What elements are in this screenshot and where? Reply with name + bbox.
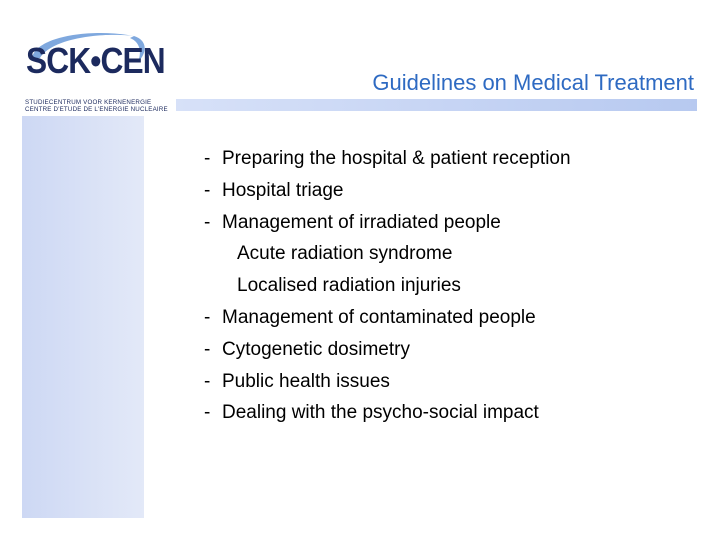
list-dash: - [204, 211, 211, 233]
list-dash: - [204, 370, 211, 392]
list-item-text: Acute radiation syndrome [237, 243, 453, 265]
list-item-text: Hospital triage [222, 179, 344, 201]
title-underline-band [176, 99, 697, 111]
list-item [204, 175, 571, 207]
bullet-list [204, 143, 571, 429]
list-dash: - [204, 148, 211, 169]
list-item-text: Preparing the hospital & patient reception [222, 148, 571, 169]
list-item [204, 397, 571, 429]
list-item [204, 143, 571, 175]
list-item-text: Localised radiation injuries [237, 275, 461, 297]
list-dash: - [204, 338, 211, 360]
list-item-text: Dealing with the psycho-social impact [222, 402, 539, 424]
list-subitem [204, 270, 571, 302]
logo-subtitle-french: CENTRE D'ETUDE DE L'ENERGIE NUCLEAIRE [25, 106, 168, 113]
list-item [204, 334, 571, 366]
list-dash: - [204, 402, 211, 424]
logo-name: SCK•CEN [26, 40, 165, 81]
logo-subtitle-dutch: STUDIECENTRUM VOOR KERNENERGIE [25, 99, 152, 106]
list-item [204, 207, 571, 239]
list-item [204, 366, 571, 398]
sckcen-logo [22, 28, 168, 116]
list-dash: - [204, 179, 211, 201]
list-item-text: Management of irradiated people [222, 211, 501, 233]
list-item-text: Cytogenetic dosimetry [222, 338, 410, 360]
list-item-text: Public health issues [222, 370, 390, 392]
list-item [204, 302, 571, 334]
slide-title: Guidelines on Medical Treatment [372, 70, 694, 95]
list-dash: - [204, 306, 211, 328]
side-decor-strip [22, 116, 144, 518]
list-subitem [204, 238, 571, 270]
list-item-text: Management of contaminated people [222, 306, 536, 328]
